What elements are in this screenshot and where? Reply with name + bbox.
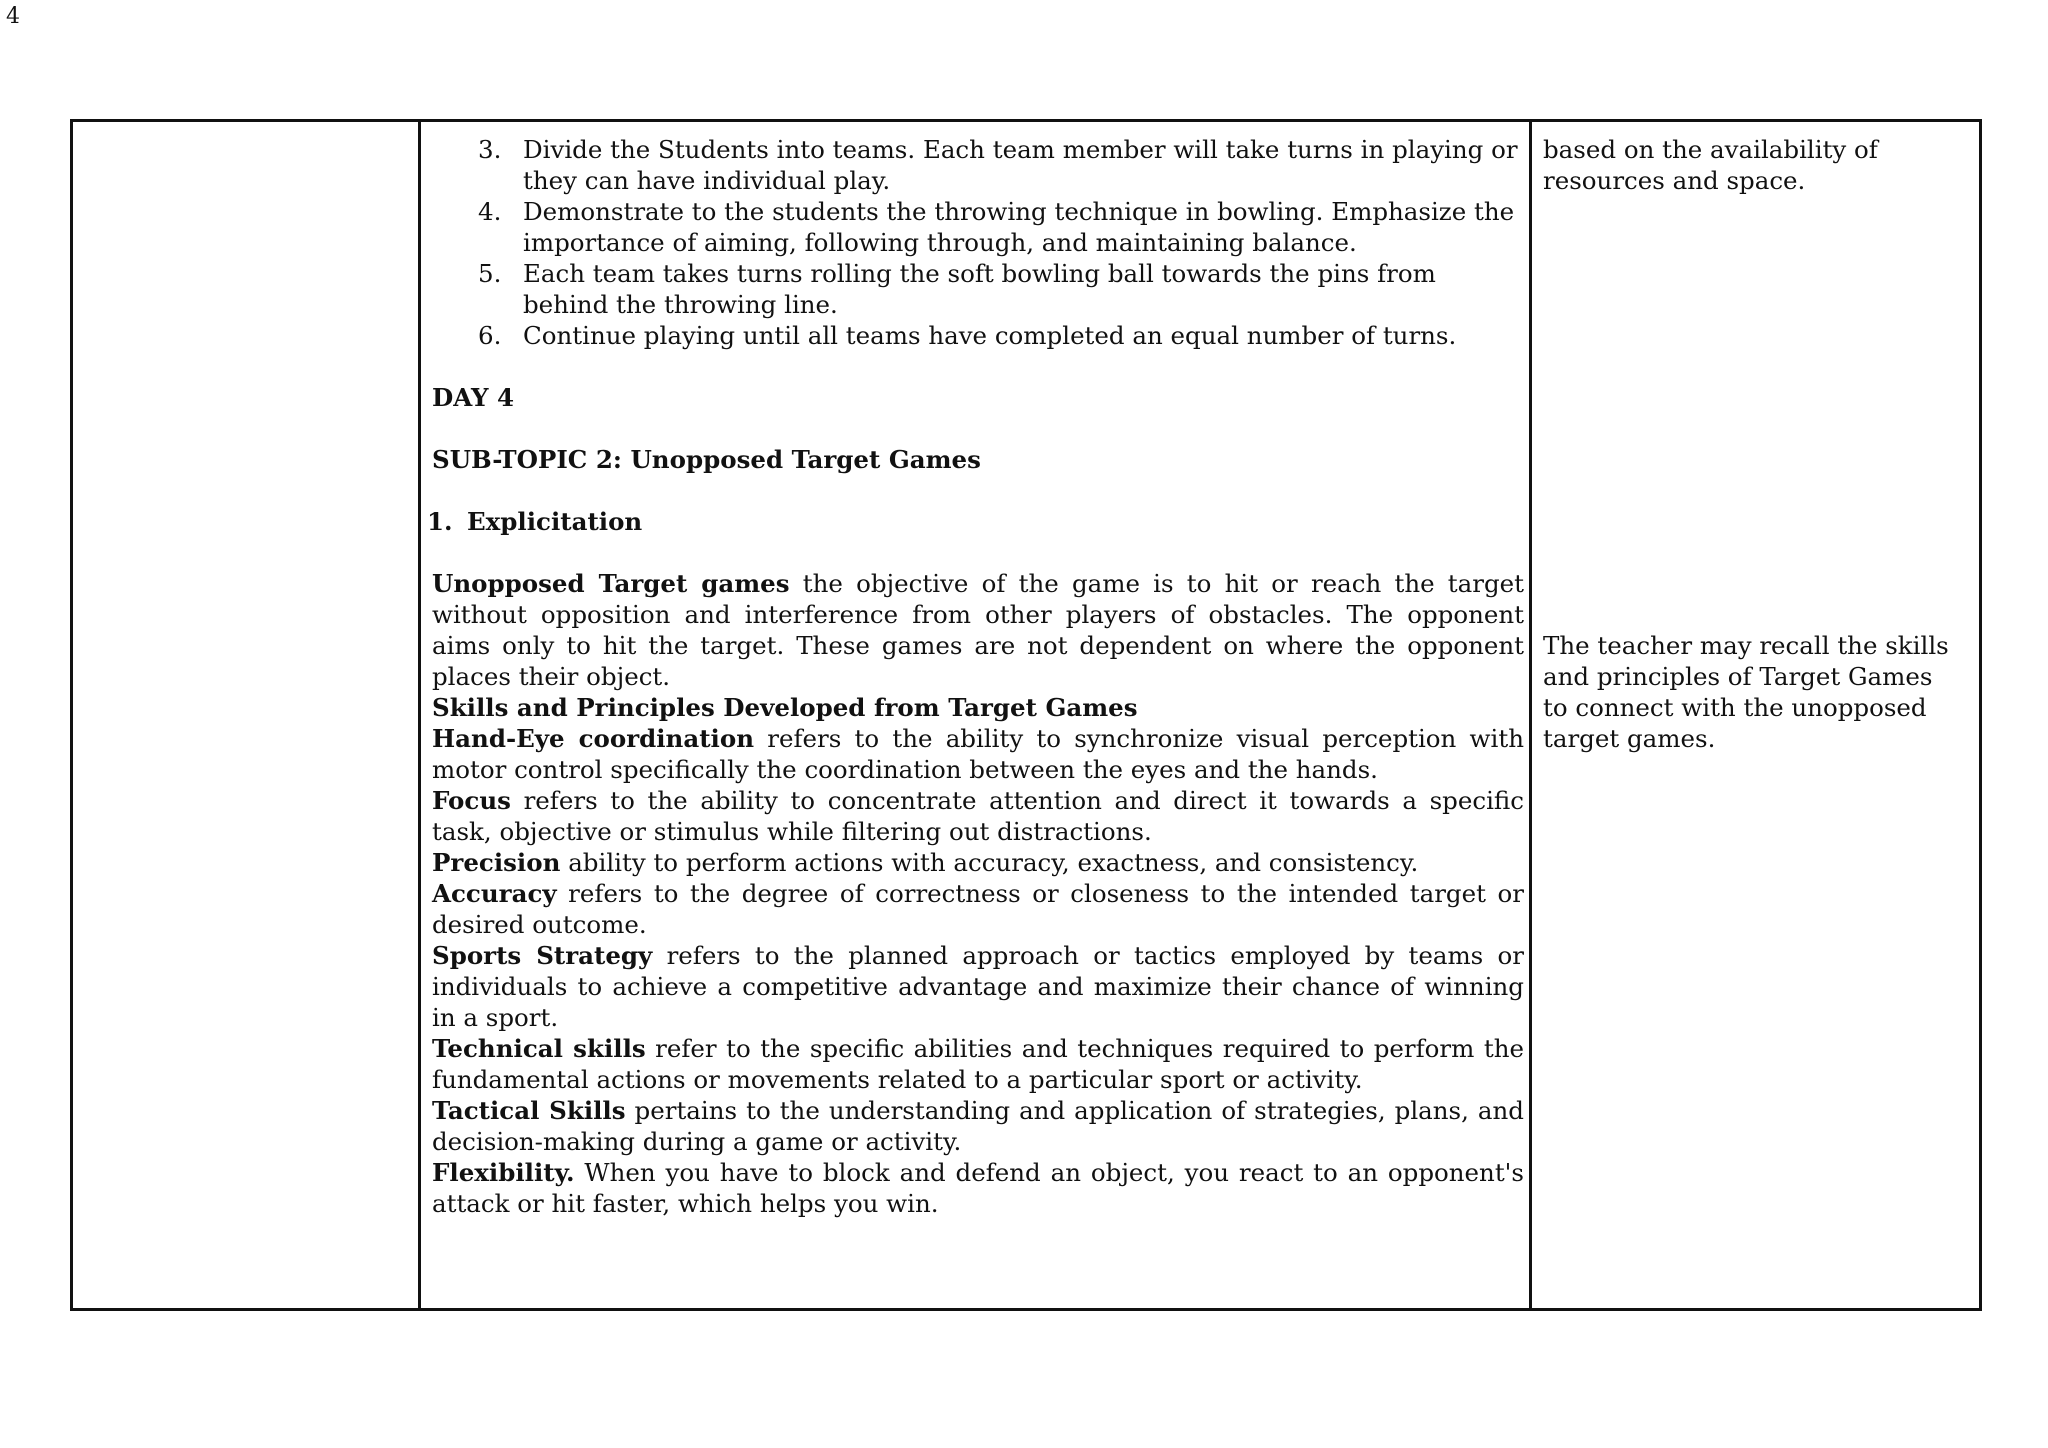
explicitation-label: Explicitation — [467, 507, 643, 536]
skill-item — [432, 1033, 1524, 1095]
step-number: 5. — [478, 259, 502, 288]
intro-term: Unopposed Target games — [432, 569, 790, 598]
skill-item — [432, 723, 1524, 785]
day-heading: DAY 4 — [432, 383, 515, 412]
skill-text: refers to the planned approach or tactics employed by teams or individuals to achieve a competitive advantage and maximize their chance of winning in a sport. — [432, 941, 1525, 1032]
procedure-column — [427, 122, 1525, 1219]
skill-item — [432, 847, 1524, 878]
skill-text: ability to perform actions with accuracy, exactness, and consistency. — [560, 848, 1419, 877]
skill-term: Sports Strategy — [432, 941, 653, 970]
step-item — [432, 320, 1524, 351]
skill-item — [432, 878, 1524, 940]
step-item — [432, 258, 1524, 320]
intro-paragraph — [432, 568, 1524, 692]
skill-term: Tactical Skills — [432, 1096, 626, 1125]
skills-heading: Skills and Principles Developed from Target Games — [432, 693, 1138, 722]
skill-term: Hand-Eye coordination — [432, 724, 755, 753]
skill-text: refers to the ability to synchronize visual perception with motor control specifically the coordination between the eyes and the hands. — [432, 724, 1524, 784]
skill-term: Focus — [432, 786, 511, 815]
step-number: 3. — [478, 135, 502, 164]
skill-term: Accuracy — [432, 879, 557, 908]
intro-text: the objective of the game is to hit or reach the target without opposition and interference from other players of obstacles. The opponent aims only to hit the target. These games are not dependent on where the opponent places their object. — [432, 569, 1524, 691]
step-number: 6. — [478, 321, 502, 350]
step-text: Divide the Students into teams. Each team member will take turns in playing or they can have individual play. — [523, 135, 1518, 195]
step-item — [432, 196, 1524, 258]
step-text: Each team takes turns rolling the soft bowling ball towards the pins from behind the throwing line. — [523, 259, 1436, 319]
skill-term: Precision — [432, 848, 561, 877]
remark-note: based on the availability of resources and space. — [1543, 135, 1878, 195]
skill-item — [432, 1095, 1524, 1157]
step-text: Continue playing until all teams have completed an equal number of turns. — [523, 321, 1457, 350]
skill-item — [432, 1157, 1524, 1219]
skill-term: Flexibility. — [432, 1158, 575, 1187]
step-number: 4. — [478, 197, 502, 226]
subtopic-heading: SUB-TOPIC 2: Unopposed Target Games — [432, 445, 981, 474]
column-divider-right — [1529, 122, 1532, 1308]
step-item — [432, 134, 1524, 196]
skill-term: Technical skills — [432, 1034, 646, 1063]
skill-item — [432, 785, 1524, 847]
page-number: 4 — [6, 4, 20, 29]
explicitation-heading — [427, 506, 1524, 537]
procedure-steps — [432, 134, 1524, 351]
skill-text: pertains to the understanding and application of strategies, plans, and decision-making during a game or activity. — [432, 1096, 1524, 1156]
column-divider-left — [418, 122, 421, 1308]
skill-item — [432, 940, 1524, 1033]
skill-text: refers to the degree of correctness or closeness to the intended target or desired outcome. — [432, 879, 1524, 939]
step-text: Demonstrate to the students the throwing technique in bowling. Emphasize the importance of aiming, following through, and maintaining balance. — [523, 197, 1515, 257]
skill-text: When you have to block and defend an object, you react to an opponent's attack or hit faster, which helps you win. — [432, 1158, 1524, 1218]
remarks-column — [1543, 122, 1953, 754]
explicitation-number: 1. — [427, 507, 453, 536]
skill-text: refer to the specific abilities and techniques required to perform the fundamental actions or movements related to a particular sport or activity. — [432, 1034, 1524, 1094]
lesson-table — [70, 119, 1982, 1311]
remark-note: The teacher may recall the skills and principles of Target Games to connect with the unopposed target games. — [1543, 631, 1949, 753]
skill-text: refers to the ability to concentrate attention and direct it towards a specific task, objective or stimulus while filtering out distractions. — [432, 786, 1524, 846]
